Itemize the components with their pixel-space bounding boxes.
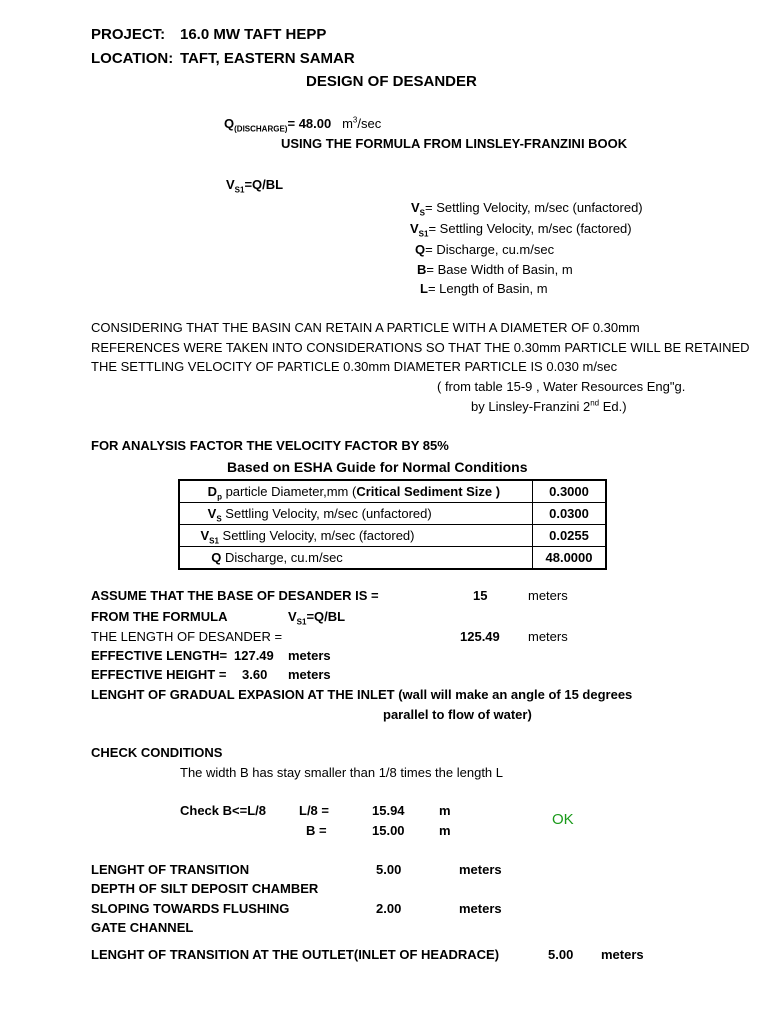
formula-rest: =Q/BL: [244, 177, 284, 192]
legend-item: [415, 242, 554, 258]
l8-unit: m: [439, 803, 451, 818]
reference-line-2: [471, 399, 627, 415]
assume-value: 15: [473, 588, 488, 603]
check-title: CHECK CONDITIONS: [91, 745, 223, 760]
row-symbol: D: [207, 484, 218, 499]
effective-length-label: EFFECTIVE LENGTH=: [91, 648, 228, 663]
gradual-expansion-line-1: LENGHT OF GRADUAL EXPASION AT THE INLET (wall will make an angle of 15 degrees: [91, 687, 633, 702]
table-cell-label: [179, 480, 533, 503]
row-symbol: Q: [211, 550, 222, 565]
assume-unit: meters: [528, 588, 568, 603]
table-cell-label: [179, 525, 533, 547]
legend-subscript: S: [419, 208, 426, 218]
factor-note: FOR ANALYSIS FACTOR THE VELOCITY FACTOR BY 85%: [91, 438, 449, 453]
from-formula-label: FROM THE FORMULA: [91, 609, 228, 624]
formula-source: USING THE FORMULA FROM LINSLEY-FRANZINI BOOK: [281, 136, 628, 151]
from-formula-expression: [288, 609, 345, 625]
row-label: Discharge, cu.m/sec: [221, 550, 343, 565]
location-label: LOCATION:: [91, 50, 174, 67]
gate-channel-label: GATE CHANNEL: [91, 920, 194, 935]
reference-line-1: ( from table 15-9 , Water Resources Eng"g.: [437, 379, 686, 394]
legend-text: = Settling Velocity, m/sec (unfactored): [425, 200, 643, 215]
sloping-label: SLOPING TOWARDS FLUSHING: [91, 901, 290, 916]
table-cell-value: 0.0255: [533, 525, 607, 547]
project-value: 16.0 MW TAFT HEPP: [180, 26, 327, 43]
row-subscript: p: [217, 492, 222, 502]
table-cell-value: 0.0300: [533, 503, 607, 525]
discharge-value: 48.00: [298, 116, 332, 131]
settling-formula: [226, 177, 283, 193]
b-value: 15.00: [372, 823, 405, 838]
legend-symbol: Q: [415, 242, 426, 257]
effective-length-value: 127.49: [234, 648, 274, 663]
legend-text: = Length of Basin, m: [427, 281, 548, 296]
b-label: B =: [306, 823, 327, 838]
row-label: particle Diameter,mm (: [221, 484, 357, 499]
discharge-subscript: (DISCHARGE): [234, 124, 288, 134]
legend-text: = Settling Velocity, m/sec (factored): [428, 221, 632, 236]
legend-item: [410, 221, 632, 237]
b-unit: m: [439, 823, 451, 838]
legend-item: [417, 262, 573, 278]
l8-value: 15.94: [372, 803, 405, 818]
transition-length-value: 5.00: [376, 862, 402, 877]
row-symbol: V: [207, 506, 217, 521]
discharge-symbol: Q: [224, 116, 235, 131]
transition-length-label: LENGHT OF TRANSITION: [91, 862, 250, 877]
table-cell-value: 0.3000: [533, 480, 607, 503]
gradual-expansion-line-2: parallel to flow of water): [383, 707, 532, 722]
length-value: 125.49: [460, 629, 500, 644]
table-row: [179, 525, 606, 547]
row-label-bold: Critical Sediment Size: [356, 484, 493, 499]
discharge-unit-rest: /sec: [357, 116, 382, 131]
silt-depth-label: DEPTH OF SILT DEPOSIT CHAMBER: [91, 881, 319, 896]
legend-symbol: B: [417, 262, 427, 277]
considering-line-3: THE SETTLING VELOCITY OF PARTICLE 0.30mm DIAMETER PARTICLE IS 0.030 m/sec: [91, 359, 618, 374]
table-row: [179, 547, 606, 570]
effective-length-unit: meters: [288, 648, 331, 663]
legend-symbol: V: [411, 200, 420, 215]
outlet-transition-value: 5.00: [548, 947, 574, 962]
formula-v: V: [226, 177, 235, 192]
row-label-tail: ): [492, 484, 501, 499]
row-label: Settling Velocity, m/sec (factored): [218, 528, 415, 543]
discharge-unit-sup: 3: [352, 115, 358, 125]
discharge-line: [224, 116, 381, 132]
table-cell-value: 48.0000: [533, 547, 607, 570]
legend-symbol: L: [420, 281, 428, 296]
legend-item: [411, 200, 643, 216]
row-symbol: V: [200, 528, 210, 543]
length-unit: meters: [528, 629, 568, 644]
table-row: [179, 480, 606, 503]
assume-label: ASSUME THAT THE BASE OF DESANDER IS =: [91, 588, 379, 603]
table-row: [179, 503, 606, 525]
outlet-transition-unit: meters: [601, 947, 644, 962]
discharge-unit-m: m: [342, 116, 353, 131]
considering-line-2: REFERENCES WERE TAKEN INTO CONSIDERATIONS SO THAT THE 0.30mm PARTICLE WILL BE RETAINED: [91, 340, 750, 355]
length-label: THE LENGTH OF DESANDER =: [91, 629, 283, 644]
table-cell-label: [179, 547, 533, 570]
page-title: DESIGN OF DESANDER: [306, 73, 477, 90]
reference-sup: nd: [590, 398, 600, 408]
legend-subscript: S1: [418, 229, 429, 239]
project-label: PROJECT:: [91, 26, 166, 43]
esha-table: [178, 479, 607, 570]
check-label: Check B<=L/8: [180, 803, 266, 818]
outlet-transition-label: LENGHT OF TRANSITION AT THE OUTLET(INLET OF HEADRACE): [91, 947, 500, 962]
legend-text: = Discharge, cu.m/sec: [425, 242, 555, 257]
sloping-value: 2.00: [376, 901, 402, 916]
considering-line-1: CONSIDERING THAT THE BASIN CAN RETAIN A PARTICLE WITH A DIAMETER OF 0.30mm: [91, 320, 640, 335]
row-subscript: S: [216, 514, 222, 524]
table-cell-label: [179, 503, 533, 525]
l8-label: L/8 =: [299, 803, 329, 818]
formula-v: V: [288, 609, 297, 624]
legend-text: = Base Width of Basin, m: [426, 262, 573, 277]
reference-text: by Linsley-Franzini 2: [471, 399, 591, 414]
formula-sub: S1: [296, 617, 307, 627]
row-subscript: S1: [209, 536, 219, 546]
legend-symbol: V: [410, 221, 419, 236]
effective-height-value: 3.60: [242, 667, 268, 682]
location-value: TAFT, EASTERN SAMAR: [180, 50, 355, 67]
check-note: The width B has stay smaller than 1/8 times the length L: [180, 765, 504, 780]
reference-tail: Ed.): [599, 399, 627, 414]
effective-height-label: EFFECTIVE HEIGHT =: [91, 667, 227, 682]
formula-sub: S1: [234, 185, 245, 195]
row-label: Settling Velocity, m/sec (unfactored): [221, 506, 432, 521]
formula-rest: =Q/BL: [306, 609, 346, 624]
sloping-unit: meters: [459, 901, 502, 916]
esha-table-title: Based on ESHA Guide for Normal Conditions: [227, 459, 528, 475]
transition-length-unit: meters: [459, 862, 502, 877]
discharge-equals: =: [287, 116, 296, 131]
effective-height-unit: meters: [288, 667, 331, 682]
legend-item: [420, 281, 548, 297]
check-result: OK: [552, 811, 574, 828]
